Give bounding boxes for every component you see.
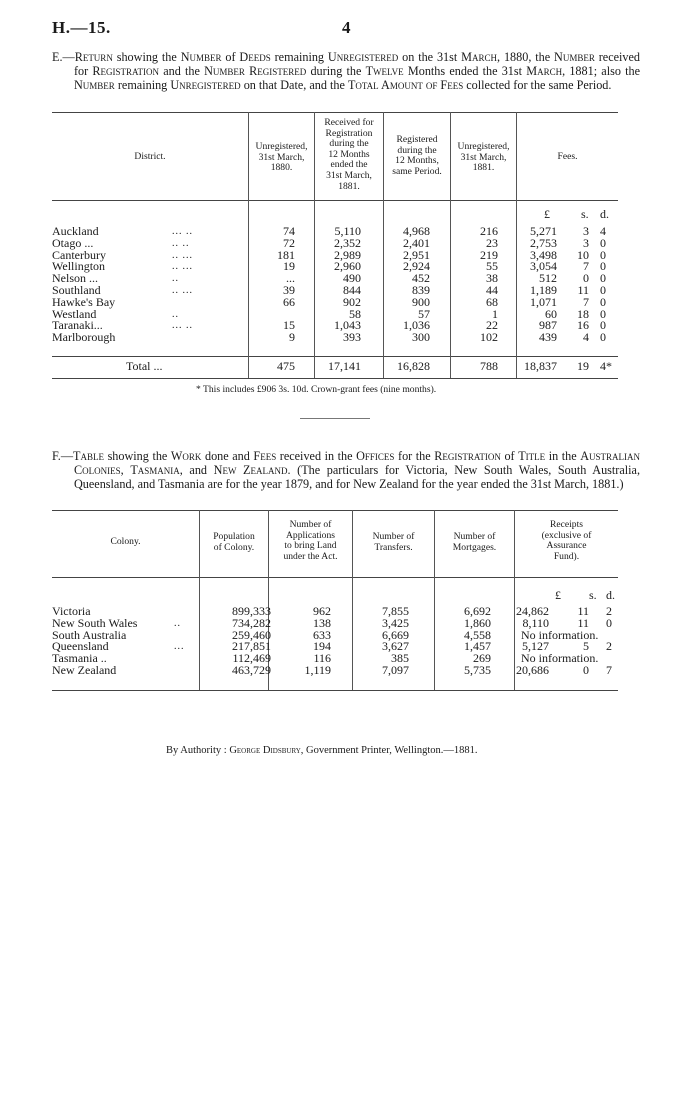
registered-count: 2,951 <box>403 247 430 262</box>
district-name: Wellington <box>52 259 106 274</box>
fees-pounds: 987 <box>539 318 557 333</box>
caption-text: Table <box>73 449 104 463</box>
table-e-header-unregistered-1881 <box>451 142 516 174</box>
caption-text: showing the <box>112 50 181 64</box>
receipts-note: No information. <box>521 651 599 666</box>
header-line: Number of <box>289 519 332 530</box>
population: 463,729 <box>232 663 271 677</box>
transfers-count: 7,097 <box>382 663 409 677</box>
unregistered-1881: 38 <box>486 271 498 286</box>
unregistered-1881: 22 <box>486 318 498 333</box>
leader-dots: ... .. <box>172 226 193 237</box>
receipts-pounds: 5,127 <box>522 639 549 654</box>
table-f-caption <box>52 449 640 492</box>
header-line: of Colony. <box>213 541 255 553</box>
caption-text: Twelve <box>365 64 404 79</box>
fees-pounds: 512 <box>539 271 557 286</box>
fees-pounds: 60 <box>545 306 557 321</box>
caption-text: Total Amount of Fees <box>347 78 464 93</box>
applications-count: 116 <box>313 651 331 666</box>
fees-pence: 0 <box>600 330 606 345</box>
registered-count: 4,968 <box>403 224 430 238</box>
unregistered-1880: 72 <box>283 235 295 250</box>
total-received: 17,141 <box>328 359 361 373</box>
unregistered-1880: 39 <box>283 283 295 297</box>
total-fees-shillings: 19 <box>577 359 589 373</box>
fees-pence: 0 <box>600 235 606 250</box>
shilling-unit: s. <box>589 588 597 602</box>
header-line: 12 Months, <box>395 155 439 167</box>
caption-text: March <box>461 50 498 64</box>
mortgages-count: 269 <box>473 651 491 666</box>
caption-text: on the 31st <box>398 50 462 64</box>
header-line: Transfers. <box>374 541 413 553</box>
population: 112,469 <box>232 651 271 666</box>
fees-pounds: 1,071 <box>530 294 557 309</box>
total-fees-pence: 4* <box>600 359 612 373</box>
unregistered-1880: 9 <box>289 330 295 345</box>
caption-text: Deeds <box>239 50 271 64</box>
receipts-pence: 0 <box>606 615 612 630</box>
district-name: Auckland <box>52 224 99 238</box>
table-e-header-received <box>315 118 383 192</box>
fees-shillings: 3 <box>583 235 589 250</box>
caption-text: Registration <box>434 449 501 463</box>
caption-text: Offices <box>356 449 395 463</box>
received-count: 844 <box>343 283 361 297</box>
table-f-header-mortgages <box>435 532 514 553</box>
fees-pence: 0 <box>600 247 606 262</box>
caption-text: Work <box>170 449 202 463</box>
section-divider <box>300 418 370 419</box>
colony-name: South Australia <box>52 627 127 642</box>
leader-dots: .. <box>174 617 181 629</box>
receipts-shillings: 11 <box>577 604 589 618</box>
leader-dots: .. ... <box>172 261 193 273</box>
transfers-count: 385 <box>391 651 409 666</box>
table-e-footnote: * This includes £906 3s. 10d. Crown-grant fees (nine months). <box>196 384 437 395</box>
table-e-row <box>52 320 617 332</box>
table-e-row <box>52 261 617 273</box>
receipts-pence: 7 <box>606 663 612 677</box>
table-e-caption <box>52 50 640 93</box>
fees-shillings: 10 <box>577 247 589 262</box>
district-name: Otago ... <box>52 235 94 250</box>
page-number: 4 <box>342 18 351 37</box>
total-registered: 16,828 <box>397 359 430 373</box>
unregistered-1881: 55 <box>486 259 498 274</box>
pound-unit: £ <box>544 207 550 221</box>
table-e-total-row <box>52 361 617 373</box>
fees-pence: 0 <box>600 294 606 309</box>
colony-name: Queensland <box>52 639 109 654</box>
table-e-bottom-rule <box>52 378 618 379</box>
printer-imprint <box>166 745 478 756</box>
receipts-pounds: 20,686 <box>516 663 549 677</box>
unregistered-1881: 216 <box>480 224 498 238</box>
document-code: H.—15. <box>52 18 111 37</box>
transfers-count: 6,669 <box>382 627 409 642</box>
population: 899,333 <box>232 604 271 618</box>
header-line: Applications <box>285 529 336 541</box>
transfers-count: 3,627 <box>382 639 409 654</box>
applications-count: 1,119 <box>304 663 331 677</box>
pence-unit: d. <box>600 207 609 221</box>
applications-count: 962 <box>313 604 331 618</box>
caption-text: Number Registered <box>204 64 307 79</box>
received-count: 490 <box>343 271 361 286</box>
header-line: 31st March, <box>326 169 372 181</box>
caption-text: on that Date, and the <box>240 78 348 93</box>
header-line: 1880. <box>270 162 293 174</box>
fees-pounds: 3,498 <box>530 247 557 262</box>
received-count: 902 <box>343 294 361 309</box>
table-f-row <box>52 665 617 677</box>
caption-text: Unregistered <box>327 50 399 64</box>
receipts-pounds: 24,862 <box>516 604 549 618</box>
fees-pence: 0 <box>600 283 606 297</box>
receipts-shillings: 5 <box>583 639 589 654</box>
caption-text: Return <box>74 50 113 64</box>
fees-pounds: 3,054 <box>530 259 557 274</box>
receipts-pence: 2 <box>606 604 612 618</box>
caption-text: Months ended the 31st <box>403 64 527 79</box>
caption-prefix: E.— <box>52 50 75 64</box>
transfers-count: 3,425 <box>382 615 409 630</box>
leader-dots: .. <box>172 273 179 285</box>
registered-count: 57 <box>418 306 430 321</box>
received-count: 2,989 <box>334 247 361 262</box>
received-count: 5,110 <box>334 224 361 238</box>
mortgages-count: 1,860 <box>464 615 491 630</box>
received-count: 2,352 <box>334 235 361 250</box>
district-name: Westland <box>52 306 97 321</box>
unregistered-1881: 44 <box>486 283 498 297</box>
caption-text: in the <box>545 449 581 463</box>
table-e-header-rule <box>52 200 618 201</box>
header-line: 31st March, <box>460 151 507 163</box>
caption-text: Fees <box>253 449 277 463</box>
registered-count: 300 <box>412 330 430 345</box>
fees-pounds: 1,189 <box>530 283 557 297</box>
fees-pounds: 5,271 <box>530 224 557 238</box>
table-f-header-receipts <box>515 520 618 562</box>
mortgages-count: 6,692 <box>464 604 491 618</box>
pound-unit: £ <box>555 588 561 602</box>
caption-text: , 1881; also the <box>562 64 640 79</box>
unregistered-1881: 102 <box>480 330 498 345</box>
fees-shillings: 11 <box>577 283 589 297</box>
received-count: 393 <box>343 330 361 345</box>
fees-shillings: 3 <box>583 224 589 238</box>
district-name: Southland <box>52 283 101 297</box>
fees-shillings: 18 <box>577 306 589 321</box>
population: 259,460 <box>232 627 271 642</box>
shilling-unit: s. <box>581 207 589 221</box>
table-f-top-rule <box>52 510 618 511</box>
table-f-header-rule <box>52 577 618 578</box>
header-line: Registration <box>325 127 373 139</box>
received-count: 1,043 <box>334 318 361 333</box>
fees-shillings: 4 <box>583 330 589 345</box>
fees-shillings: 0 <box>583 271 589 286</box>
unregistered-1881: 23 <box>486 235 498 250</box>
header-line: Assurance <box>546 540 587 552</box>
fees-pence: 0 <box>600 306 606 321</box>
table-e-header-district: District. <box>134 151 166 162</box>
unregistered-1880: 19 <box>283 259 295 274</box>
caption-text: Australian Colonies <box>74 449 641 478</box>
receipts-shillings: 11 <box>577 615 589 630</box>
receipts-pence: 2 <box>606 639 612 654</box>
imprint-suffix: , Government Printer, Wellington.—1881. <box>300 745 478 756</box>
fees-pence: 0 <box>600 271 606 286</box>
table-e-row <box>52 294 617 309</box>
header-line: 12 Months <box>328 148 370 160</box>
header-line: during the <box>397 144 437 156</box>
caption-text: and the <box>159 64 205 79</box>
leader-dots: ... <box>174 641 185 653</box>
population: 734,282 <box>232 615 271 630</box>
header-line: Fund). <box>553 550 580 562</box>
received-count: 2,960 <box>334 259 361 274</box>
table-e-currency-row <box>52 209 617 221</box>
colony-name: Tasmania .. <box>52 651 107 666</box>
unregistered-1880: 15 <box>283 318 295 333</box>
registered-count: 1,036 <box>403 318 430 333</box>
caption-text: done and <box>201 449 254 463</box>
header-line: Registered <box>396 134 438 145</box>
header-line: (exclusive of <box>541 529 592 541</box>
table-e-top-rule <box>52 112 618 113</box>
header-line: Unregistered, <box>255 141 308 152</box>
caption-text: Number <box>554 50 595 64</box>
leader-dots: .. .. <box>172 237 190 249</box>
table-f-header-applications <box>269 520 352 562</box>
header-line: 1881. <box>338 180 360 192</box>
header-line: same Period. <box>392 165 442 177</box>
caption-text: showing the <box>104 449 171 463</box>
population: 217,851 <box>232 639 271 654</box>
colony-name: New South Wales <box>52 615 138 630</box>
caption-text: Registration <box>92 64 160 79</box>
district-name: Nelson ... <box>52 271 98 286</box>
receipts-shillings: 0 <box>583 663 589 677</box>
mortgages-count: 4,558 <box>464 627 491 642</box>
header-line: Received for <box>324 117 374 128</box>
caption-text: received for <box>74 50 640 79</box>
printer-name: George Didsbury <box>229 745 301 756</box>
leader-dots: .. <box>172 308 179 320</box>
fees-shillings: 7 <box>583 294 589 309</box>
fees-pence: 0 <box>600 259 606 274</box>
mortgages-count: 5,735 <box>464 663 491 677</box>
header-line: Number of <box>372 531 415 542</box>
receipts-note: No information. <box>521 627 599 642</box>
header-line: Unregistered, <box>457 141 510 152</box>
leader-dots: .. ... <box>172 285 193 296</box>
total-unregistered-1881: 788 <box>480 359 498 373</box>
applications-count: 633 <box>313 627 331 642</box>
caption-text: Tasmania <box>130 463 180 478</box>
caption-text: , <box>120 463 131 478</box>
table-f-header-colony: Colony. <box>110 536 141 547</box>
caption-text: , and <box>179 463 214 478</box>
caption-text: Number <box>74 78 115 93</box>
caption-prefix: F.— <box>52 449 74 463</box>
caption-text: during the <box>306 64 366 79</box>
fees-shillings: 16 <box>577 318 589 333</box>
registered-count: 452 <box>412 271 430 286</box>
received-count: 58 <box>349 306 361 321</box>
caption-text: collected for the same Period. <box>463 78 612 93</box>
colony-name: Victoria <box>52 604 91 618</box>
unregistered-1880: 181 <box>277 247 295 262</box>
unregistered-1881: 68 <box>486 294 498 309</box>
applications-count: 194 <box>313 639 331 654</box>
unregistered-1881: 219 <box>480 247 498 262</box>
unregistered-1880: 74 <box>283 224 295 238</box>
table-f-currency-row <box>52 590 617 602</box>
caption-text: remaining <box>270 50 328 64</box>
caption-text: received in the <box>276 449 357 463</box>
caption-text: New Zealand <box>213 463 288 478</box>
fees-pounds: 2,753 <box>530 235 557 250</box>
caption-text: Number <box>180 50 222 64</box>
caption-text: Title <box>518 449 546 463</box>
receipts-pounds: 8,110 <box>522 615 549 630</box>
caption-text: of <box>221 50 240 64</box>
header-line: ended the <box>330 159 368 171</box>
header-line: Receipts <box>549 519 584 530</box>
header-line: during the <box>329 138 369 150</box>
table-e-header-registered <box>384 135 450 177</box>
registered-count: 900 <box>412 294 430 309</box>
table-e-header-unregistered-1880 <box>249 142 314 174</box>
table-e-total-rule-top <box>52 356 618 357</box>
mortgages-count: 1,457 <box>464 639 491 654</box>
table-e-header-fees: Fees. <box>557 151 578 162</box>
caption-text: . (The particulars for Victoria, New South Wales, South Australia, Queensland, and Tasmania are for the year 1879, and for New Zealand for the year ended the 31st March, 1881.) <box>74 463 641 492</box>
unregistered-1881: 1 <box>492 306 498 321</box>
registered-count: 2,401 <box>403 235 430 250</box>
table-e-row <box>52 332 617 344</box>
total-fees-pounds: 18,837 <box>524 359 557 373</box>
header-line: under the Act. <box>283 550 338 562</box>
fees-pence: 0 <box>600 318 606 333</box>
unregistered-1880: ... <box>286 271 295 286</box>
table-f-header-population <box>200 532 268 553</box>
header-line: Population <box>213 531 255 542</box>
caption-text: remaining <box>114 78 171 93</box>
header-line: Number of <box>453 531 496 542</box>
leader-dots: .. ... <box>172 249 193 261</box>
total-unregistered-1880: 475 <box>277 359 295 373</box>
caption-text: , 1880, the <box>497 50 555 64</box>
district-name: Canterbury <box>52 247 106 262</box>
fees-pence: 4 <box>600 224 606 238</box>
applications-count: 138 <box>313 615 331 630</box>
registered-count: 839 <box>412 283 430 297</box>
caption-text: March <box>526 64 563 79</box>
table-f-header-transfers <box>353 532 434 553</box>
registered-count: 2,924 <box>403 259 430 274</box>
header-line: to bring Land <box>284 540 337 552</box>
unregistered-1880: 66 <box>283 294 295 309</box>
fees-shillings: 7 <box>583 259 589 274</box>
caption-text: Unregistered <box>170 78 241 93</box>
leader-dots: ... .. <box>172 320 193 332</box>
header-line: 31st March, <box>258 151 305 163</box>
colony-name: New Zealand <box>52 663 117 677</box>
pence-unit: d. <box>606 588 615 602</box>
transfers-count: 7,855 <box>382 604 409 618</box>
total-label: Total ... <box>126 359 163 373</box>
district-name: Marlborough <box>52 330 116 345</box>
caption-text: for the <box>394 449 435 463</box>
header-line: 1881. <box>472 162 495 174</box>
imprint-prefix: By Authority : <box>166 745 230 756</box>
fees-pounds: 439 <box>539 330 557 345</box>
district-name: Hawke's Bay <box>52 294 116 309</box>
district-name: Taranaki... <box>52 318 103 333</box>
caption-text: of <box>500 449 519 463</box>
table-f-bottom-rule <box>52 690 618 691</box>
header-line: Mortgages. <box>452 541 497 553</box>
